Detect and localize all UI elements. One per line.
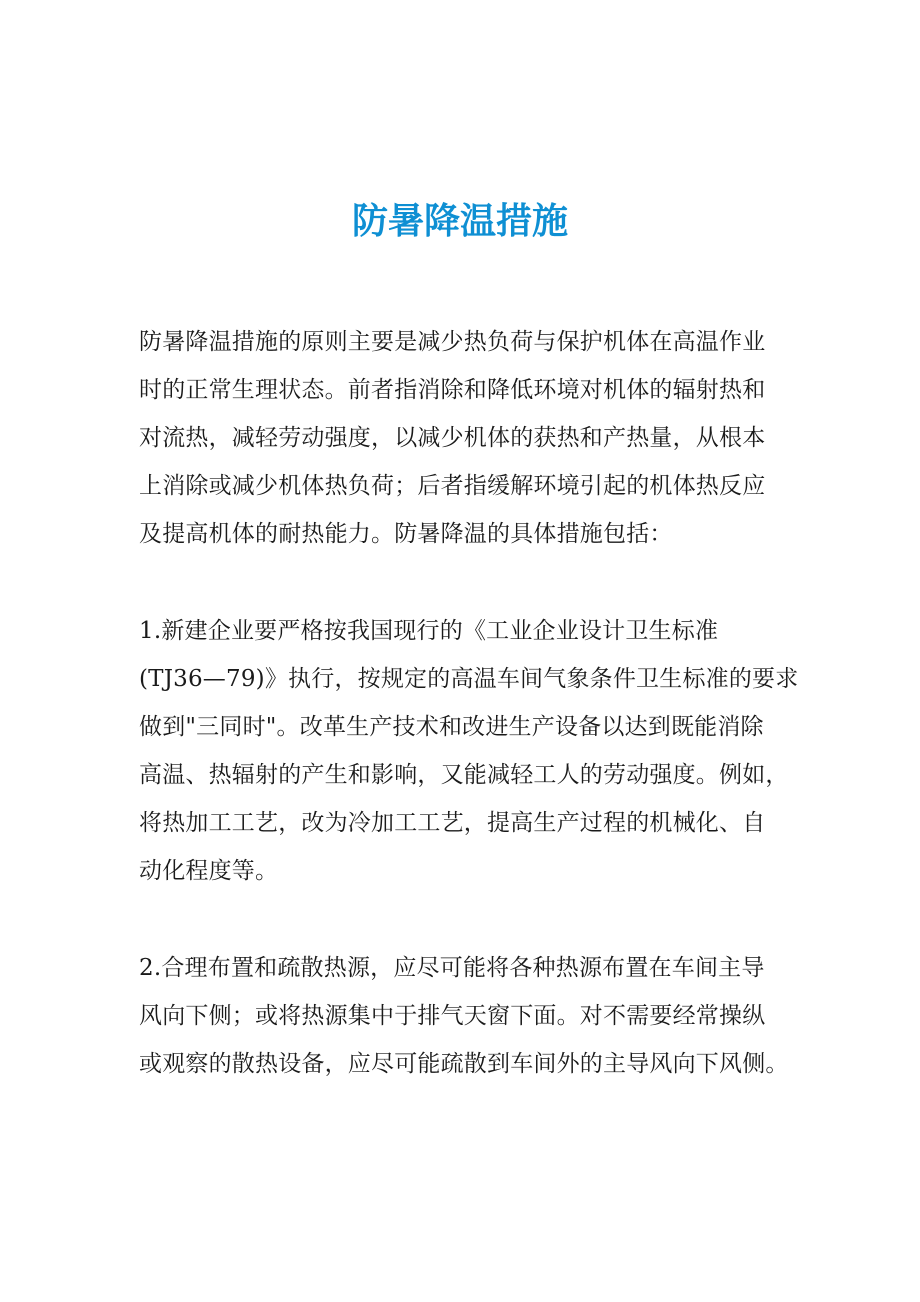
document-title: 防暑降温措施 xyxy=(351,201,568,242)
paragraph-intro xyxy=(139,318,789,558)
paragraph-line: 将热加工工艺，改为冷加工工艺，提高生产过程的机械化、自 xyxy=(139,810,766,836)
paragraph-line: 风向下侧；或将热源集中于排气天窗下面。对不需要经常操纵 xyxy=(139,1003,766,1029)
paragraph-line: 或观察的散热设备，应尽可能疏散到车间外的主导风向下风侧。 xyxy=(139,1051,789,1077)
paragraph-line: 及提高机体的耐热能力。防暑降温的具体措施包括： xyxy=(139,521,673,547)
paragraph-line: 对流热，减轻劳动强度，以减少机体的获热和产热量，从根本 xyxy=(139,425,766,451)
paragraph-line: 上消除或减少机体热负荷；后者指缓解环境引起的机体热反应 xyxy=(139,473,766,499)
paragraph-line: 高温、热辐射的产生和影响，又能减轻工人的劳动强度。例如， xyxy=(139,762,789,788)
paragraph-line: (TJ36—79)》执行，按规定的高温车间气象条件卫生标准的要求 xyxy=(139,666,799,692)
paragraph-line: 时的正常生理状态。前者指消除和降低环境对机体的辐射热和 xyxy=(139,377,766,403)
paragraph-measure-1 xyxy=(139,607,799,895)
paragraph-line: 动化程度等。 xyxy=(139,858,279,884)
paragraph-measure-2 xyxy=(139,944,789,1088)
paragraph-line: 做到"三同时"。改革生产技术和改进生产设备以达到既能消除 xyxy=(139,714,764,740)
paragraph-line: 1.新建企业要严格按我国现行的《工业企业设计卫生标准 xyxy=(139,618,719,644)
paragraph-line: 防暑降温措施的原则主要是减少热负荷与保护机体在高温作业 xyxy=(139,329,766,355)
paragraph-line: 2.合理布置和疏散热源，应尽可能将各种热源布置在车间主导 xyxy=(139,955,765,981)
